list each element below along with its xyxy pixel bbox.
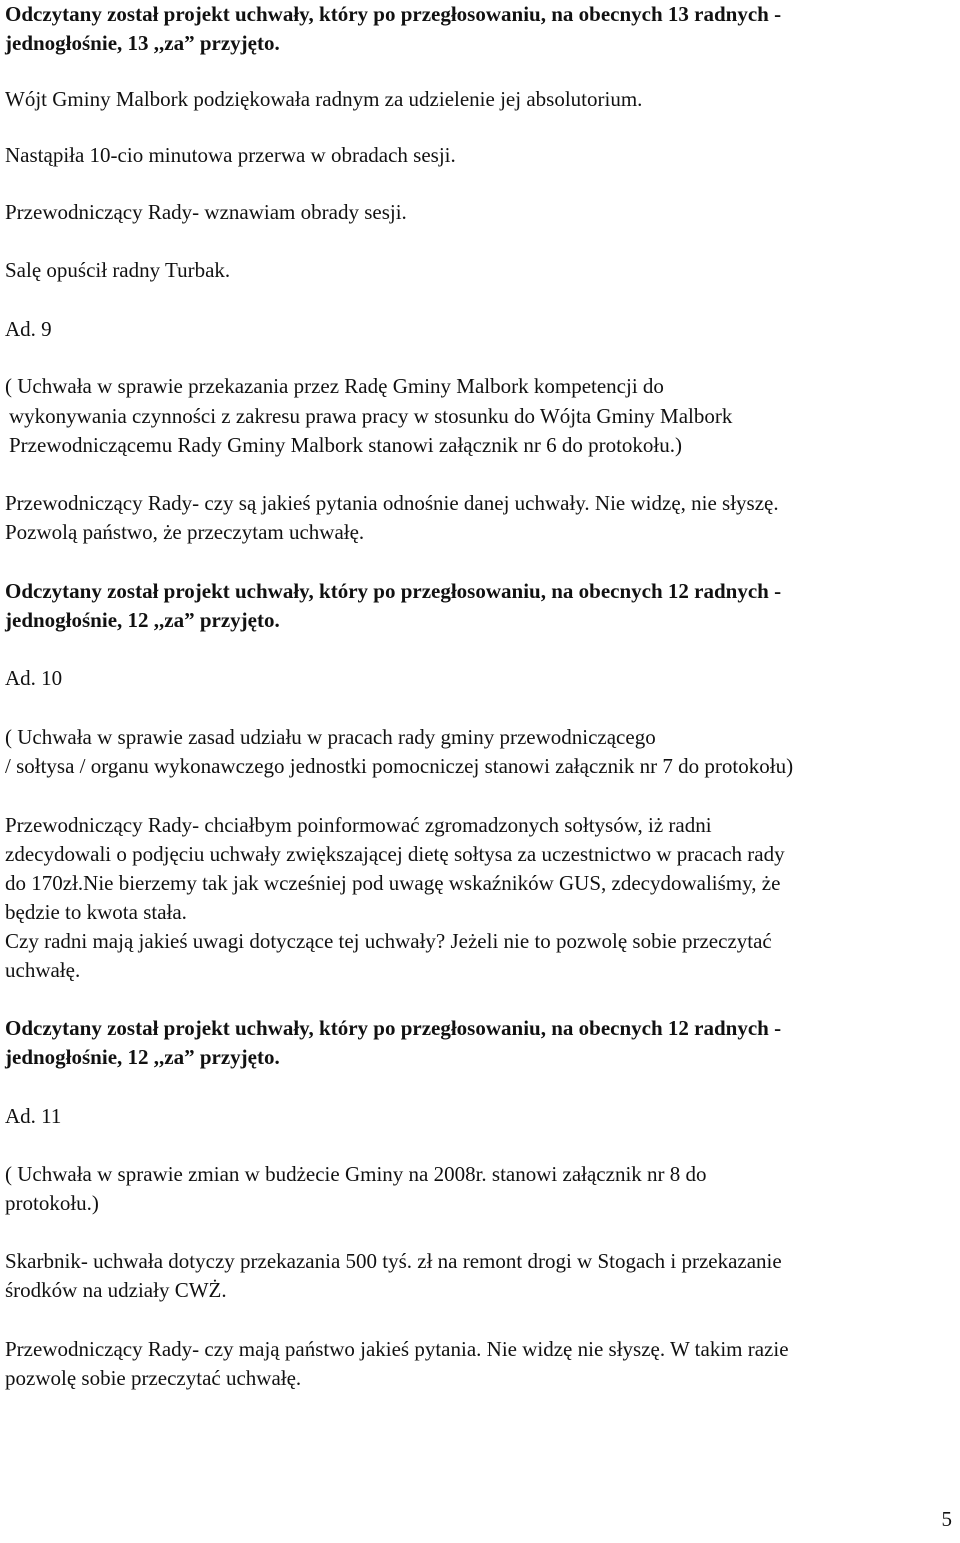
paragraph-line: środków na udziały CWŻ. (5, 1278, 227, 1302)
paragraph-line: zdecydowali o podjęciu uchwały zwiększającej dietę sołtysa za uczestnictwo w pracach rady (5, 842, 785, 866)
paragraph-line: pozwolę sobie przeczytać uchwałę. (5, 1366, 302, 1390)
resolution-description-line: ( Uchwała w sprawie zmian w budżecie Gminy na 2008r. stanowi załącznik nr 8 do (5, 1162, 707, 1186)
resolution-description-line: protokołu.) (5, 1191, 99, 1215)
paragraph-line: Czy radni mają jakieś uwagi dotyczące tej uchwały? Jeżeli nie to pozwolę sobie przeczytać (5, 929, 772, 953)
paragraph-line: Przewodniczący Rady- czy są jakieś pytania odnośnie danej uchwały. Nie widzę, nie słyszę. (5, 491, 779, 515)
paragraph-line: Skarbnik- uchwała dotyczy przekazania 500 tyś. zł na remont drogi w Stogach i przekazanie (5, 1249, 782, 1273)
resolution-description-line: Przewodniczącemu Rady Gminy Malbork stanowi załącznik nr 6 do protokołu.) (9, 433, 682, 457)
paragraph-line: Nastąpiła 10-cio minutowa przerwa w obradach sesji. (5, 143, 456, 167)
vote-result-line: Odczytany został projekt uchwały, który po przegłosowaniu, na obecnych 12 radnych - (5, 1016, 782, 1040)
resolution-description-line: ( Uchwała w sprawie przekazania przez Radę Gminy Malbork kompetencji do (5, 374, 664, 398)
paragraph-line: Przewodniczący Rady- wznawiam obrady sesji. (5, 200, 407, 224)
vote-result-line: jednogłośnie, 13 ,,za” przyjęto. (5, 31, 280, 55)
vote-result-line: jednogłośnie, 12 ,,za” przyjęto. (5, 1045, 280, 1069)
resolution-description-line: ( Uchwała w sprawie zasad udziału w pracach rady gminy przewodniczącego (5, 725, 656, 749)
resolution-description-line: / sołtysa / organu wykonawczego jednostki pomocniczej stanowi załącznik nr 7 do protokołu) (5, 754, 794, 778)
resolution-description-line: wykonywania czynności z zakresu prawa pracy w stosunku do Wójta Gminy Malbork (9, 404, 733, 428)
paragraph-line: Wójt Gminy Malbork podziękowała radnym za udzielenie jej absolutorium. (5, 87, 643, 111)
vote-result-line: Odczytany został projekt uchwały, który po przegłosowaniu, na obecnych 13 radnych - (5, 2, 782, 26)
vote-result-line: jednogłośnie, 12 ,,za” przyjęto. (5, 608, 280, 632)
paragraph-line: Pozwolą państwo, że przeczytam uchwałę. (5, 520, 365, 544)
agenda-item-heading: Ad. 9 (5, 317, 52, 341)
agenda-item-heading: Ad. 10 (5, 666, 63, 690)
paragraph-line: będzie to kwota stała. (5, 900, 187, 924)
paragraph-line: Przewodniczący Rady- czy mają państwo jakieś pytania. Nie widzę nie słyszę. W takim razie (5, 1337, 789, 1361)
page-number: 5 (941, 1507, 952, 1531)
paragraph-line: do 170zł.Nie bierzemy tak jak wcześniej pod uwagę wskaźników GUS, zdecydowaliśmy, że (5, 871, 781, 895)
paragraph-line: uchwałę. (5, 958, 81, 982)
agenda-item-heading: Ad. 11 (5, 1104, 62, 1128)
vote-result-line: Odczytany został projekt uchwały, który po przegłosowaniu, na obecnych 12 radnych - (5, 579, 782, 603)
paragraph-line: Salę opuścił radny Turbak. (5, 258, 231, 282)
paragraph-line: Przewodniczący Rady- chciałbym poinformować zgromadzonych sołtysów, iż radni (5, 813, 712, 837)
